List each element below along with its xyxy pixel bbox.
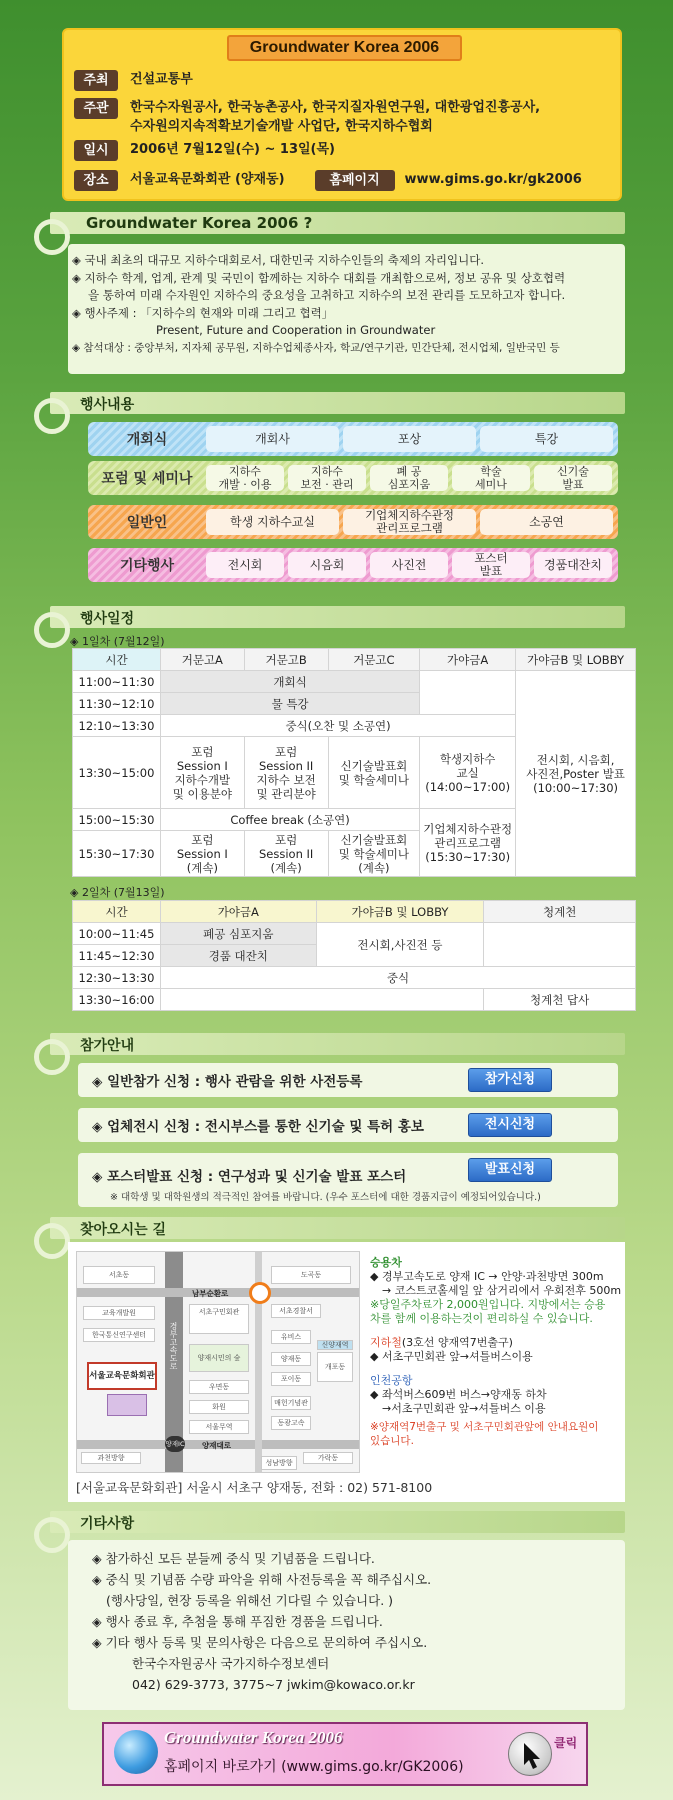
program-cell: 학술 세미나 [452,465,530,491]
program-cell: 소공연 [480,509,613,535]
homepage-link[interactable]: www.gims.go.kr/gk2006 [404,172,582,187]
table-header: 가야금B 및 LOBBY [516,649,636,671]
map-area: 동광고속 [271,1416,311,1430]
map-area: 개포동 [317,1352,353,1382]
time-cell: 12:10~13:30 [73,715,161,737]
click-button[interactable] [508,1732,552,1776]
program-row-label: 기타행사 [119,558,175,574]
table-header: 가야금A [160,901,316,923]
ring-icon [34,1517,70,1553]
time-cell: 15:30~17:30 [73,831,161,877]
schedule-cell: 물 특강 [160,693,419,715]
map-area: 서초구민회관 [189,1304,249,1334]
schedule-cell: 신기술발표회 및 학술세미나 [328,737,420,809]
day2-label: ◈ 2일차 (7월13일) [70,886,165,899]
venue-value: 서울교육문화회관 (양재동) [130,172,285,187]
intro-line-2: ◈ 지하수 학계, 업계, 관계 및 국민이 함께하는 지하수 대회를 개최함으로써, 정보 공유 및 상호협력 [72,270,566,285]
station-marker-icon [249,1282,271,1304]
airport-title: 인천공항 [370,1374,413,1387]
host-label: 주최 [74,70,118,91]
ic-marker: 양재IC [165,1436,185,1452]
time-cell: 13:30~16:00 [73,989,161,1011]
car-line-1: ◆ 경부고속도로 양재 IC → 안양·과천방면 300m [370,1270,604,1283]
organizer-row [74,98,540,136]
schedule-cell: 포럼 Session II 지하수 보전 및 관리분야 [244,737,328,809]
date-row [74,140,335,161]
schedule-cell: 신기술발표회 및 학술세미나 (계속) [328,831,420,877]
program-section-bar [50,392,625,414]
etc-line-5: ◈ 기타 행사 등록 및 문의사항은 다음으로 문의하여 주십시오. [92,1635,428,1650]
map-area: 유비스 [271,1330,311,1344]
table-header: 가야금A [420,649,516,671]
table-header-row [73,901,636,923]
program-cell: 폐 공 심포지움 [370,465,448,491]
program-cell: 전시회 [206,552,284,578]
airport-note: ※양재역7번출구 및 서초구민회관앞에 안내요원이 있습니다. [370,1421,599,1447]
road-h2-label: 양재대로 [202,1441,231,1450]
participation-item-exhibit [78,1108,618,1142]
intro-section-bar [50,212,625,234]
event-header [62,28,622,201]
intro-line-6: ◈ 참석대상 : 중앙부처, 지자체 공무원, 지하수업체종사자, 학교/연구기관, 민간단체, 전시업체, 일반국민 등 [72,341,560,354]
etc-section-bar [50,1511,625,1533]
schedule-cell: 개회식 [160,671,419,693]
etc-line-7: 042) 629-3773, 3775~7 jwkim@kowaco.or.kr [132,1677,415,1692]
time-cell: 10:00~11:45 [73,923,161,945]
schedule-cell: 학생지하수 교실 (14:00~17:00) [420,737,516,809]
schedule-cell: 전시회,사진전 등 [316,923,484,967]
map-area: 교육개발원 [83,1306,155,1320]
etc-line-4: ◈ 행사 종료 후, 추첨을 통해 푸짐한 경품을 드립니다. [92,1614,383,1629]
schedule-cell: 포럼 Session II (계속) [244,831,328,877]
subway-line: ◆ 서초구민회관 앞→셔틀버스이용 [370,1350,533,1363]
participation-title: 참가안내 [80,1038,135,1054]
airport-line-1: ◆ 좌석버스609번 버스→양재동 하차 [370,1388,547,1401]
banner-link[interactable]: 홈페이지 바로가기 (www.gims.go.kr/GK2006) [164,1759,464,1775]
program-cell: 사진전 [370,552,448,578]
organizer-label: 주관 [74,98,118,119]
subway-detail: (3호선 양재역7번출구) [401,1336,513,1349]
program-row-opening [88,422,618,456]
participation-note: ※ 대학생 및 대학원생의 적극적인 참여를 바랍니다. (우수 포스터에 대한 경품지급이 예정되어있습니다.) [110,1192,541,1203]
program-cell: 지하수 보전 · 관리 [288,465,366,491]
globe-icon [114,1730,158,1774]
table-header: 시간 [73,649,161,671]
day2-schedule-table [72,900,636,1011]
date-label: 일시 [74,140,118,161]
map-area: 화원 [189,1400,249,1414]
program-cell: 기업체지하수관정 관리프로그램 [343,509,476,535]
map-area: 도곡동 [271,1266,351,1284]
day1-label: ◈ 1일차 (7월12일) [70,635,165,648]
program-row-label: 일반인 [126,515,168,531]
intro-line-5: Present, Future and Cooperation in Groundwater [156,323,436,337]
host-value: 건설교통부 [130,72,193,87]
table-row [73,671,636,693]
program-cell: 지하수 개발 · 이용 [206,465,284,491]
table-row [73,923,636,945]
location-map[interactable] [76,1251,360,1473]
intro-line-1: ◈ 국내 최초의 대규모 지하수대회로서, 대한민국 지하수인들의 축제의 자리입니다. [72,253,484,267]
map-area: 포이동 [271,1372,311,1386]
participation-item-poster [78,1153,618,1207]
venue-marker: 서울교육문화회관 [87,1362,157,1390]
banner-title: Groundwater Korea 2006 [164,1728,343,1747]
directions-section-bar [50,1217,625,1239]
table-header: 거문고A [160,649,244,671]
schedule-cell: 중식(오찬 및 소공연) [160,715,515,737]
table-header: 거문고B [244,649,328,671]
car-line-2: → 코스트코홀세일 앞 삼거리에서 우회전후 500m [382,1284,622,1297]
date-value: 2006년 7월12일(수) ~ 13일(목) [130,142,335,157]
program-cell: 시음회 [288,552,366,578]
venue-label: 장소 [74,170,118,191]
schedule-cell: 청계천 답사 [484,989,636,1011]
intro-line-4: ◈ 행사주제 : 「지하수의 현재와 미래 그리고 협력」 [72,305,334,320]
program-cell: 포상 [343,426,476,452]
ring-icon [34,219,70,255]
ring-icon [34,398,70,434]
map-area: 서초동 [83,1266,155,1284]
map-area: 우면동 [189,1380,249,1394]
time-cell: 15:00~15:30 [73,809,161,831]
schedule-cell [420,671,516,715]
etc-line-3: (행사당일, 현장 등록을 위해선 기다릴 수 있습니다. ) [106,1593,394,1608]
subway-title: 지하철 [370,1336,402,1349]
table-header: 가야금B 및 LOBBY [316,901,484,923]
time-cell: 11:30~12:10 [73,693,161,715]
time-cell: 13:30~15:00 [73,737,161,809]
schedule-cell [484,923,636,967]
table-header-row [73,649,636,671]
map-area: 성남방향 [261,1456,297,1470]
poster-apply-button[interactable]: 발표신청 [468,1158,552,1182]
schedule-title: 행사일정 [80,611,135,627]
highway-label: 경부고속도로 [169,1322,178,1370]
table-header: 거문고C [328,649,420,671]
map-area: 서울무역 [189,1420,249,1434]
host-row [74,70,193,91]
participation-text: ◈ 포스터발표 신청 : 연구성과 및 신기술 발표 포스터 [92,1169,407,1185]
schedule-cell: 전시회, 시음회, 사진전,Poster 발표 (10:00~17:30) [516,671,636,877]
day1-schedule-table [72,648,636,877]
event-title: Groundwater Korea 2006 [227,35,462,61]
intro-box [68,244,625,374]
airport-line-2: →서초구민회관 앞→셔틀버스 이용 [382,1402,546,1415]
program-title: 행사내용 [80,397,135,413]
etc-line-1: ◈ 참가하신 모든 분들께 중식 및 기념품을 드립니다. [92,1551,375,1566]
etc-title: 기타사항 [80,1516,135,1532]
etc-box [68,1540,625,1710]
schedule-cell: Coffee break (소공연) [160,809,419,831]
program-row-label: 포럼 및 세미나 [101,471,193,487]
map-area: 한국통신연구센터 [83,1328,155,1342]
ring-icon [34,612,70,648]
venue-building [107,1394,147,1416]
schedule-section-bar [50,606,625,628]
etc-line-2: ◈ 중식 및 기념품 수량 파악을 위해 사전등록을 꼭 해주십시오. [92,1572,432,1587]
program-cell: 포스터 발표 [452,552,530,578]
program-cell: 특강 [480,426,613,452]
time-cell: 11:00~11:30 [73,671,161,693]
program-row-forum [88,461,618,495]
register-button[interactable]: 참가신청 [468,1068,552,1092]
cursor-icon [509,1733,553,1777]
homepage-banner[interactable] [102,1722,588,1786]
participation-text: ◈ 업체전시 신청 : 전시부스를 통한 신기술 및 특허 홍보 [92,1119,424,1135]
program-row-etc [88,548,618,582]
ring-icon [34,1223,70,1259]
program-row-public [88,505,618,539]
program-row-label: 개회식 [126,432,168,448]
schedule-cell: 포럼 Session I (계속) [160,831,244,877]
schedule-cell: 중식 [160,967,635,989]
schedule-cell: 포럼 Session I 지하수개발 및 이용분야 [160,737,244,809]
map-area: 신양재역 [317,1340,353,1350]
venue-row [74,170,582,191]
map-area: 매헌기념관 [271,1396,311,1410]
participation-text: ◈ 일반참가 신청 : 행사 관람을 위한 사전등록 [92,1074,363,1090]
program-cell: 신기술 발표 [534,465,612,491]
schedule-cell: 폐공 심포지움 [160,923,316,945]
time-cell: 11:45~12:30 [73,945,161,967]
organizer-line-1: 한국수자원공사, 한국농촌공사, 한국지질자원연구원, 대한광업진흥공사, [130,100,541,115]
table-header: 청계천 [484,901,636,923]
map-area: 가락동 [303,1452,353,1464]
participation-item-general [78,1063,618,1097]
directions-title: 찾아오시는 길 [80,1222,167,1238]
table-row [73,967,636,989]
exhibit-apply-button[interactable]: 전시신청 [468,1113,552,1137]
table-row [73,989,636,1011]
map-area: 양재동 [271,1352,311,1366]
intro-title: Groundwater Korea 2006 ? [86,214,313,232]
participation-section-bar [50,1033,625,1055]
car-note: ※당일주차료가 2,000원입니다. 지방에서는 승용 차를 함께 이용하는것이 편리하실 수 있습니다. [370,1298,606,1325]
map-area: 과천방향 [81,1452,141,1464]
schedule-cell: 경품 대잔치 [160,945,316,967]
intro-line-3: 을 통하여 미래 수자원인 지하수의 중요성을 고취하고 지하수의 보전 관리를 도모하고자 합니다. [88,288,566,302]
map-area: 양재시민의 숲 [189,1344,249,1372]
program-cell: 개회사 [206,426,339,452]
ring-icon [34,1039,70,1075]
program-cell: 학생 지하수교실 [206,509,339,535]
schedule-cell: 기업체지하수관정 관리프로그램 (15:30~17:30) [420,809,516,877]
road-h1-label: 남부순환로 [192,1289,229,1298]
table-header: 시간 [73,901,161,923]
directions-text [370,1256,626,1448]
etc-line-6: 한국수자원공사 국가지하수정보센터 [132,1656,330,1671]
program-cell: 경품대잔치 [534,552,612,578]
click-label: 클릭 [554,1736,578,1750]
map-area: 서초경찰서 [271,1304,321,1318]
car-title: 승용차 [370,1256,402,1269]
organizer-line-2: 수자원의지속적확보기술개발 사업단, 한국지하수협회 [130,119,433,134]
homepage-label: 홈페이지 [315,170,395,191]
schedule-cell [160,989,483,1011]
venue-address: [서울교육문화회관] 서울시 서초구 양재동, 전화 : 02) 571-8100 [76,1480,433,1495]
time-cell: 12:30~13:30 [73,967,161,989]
